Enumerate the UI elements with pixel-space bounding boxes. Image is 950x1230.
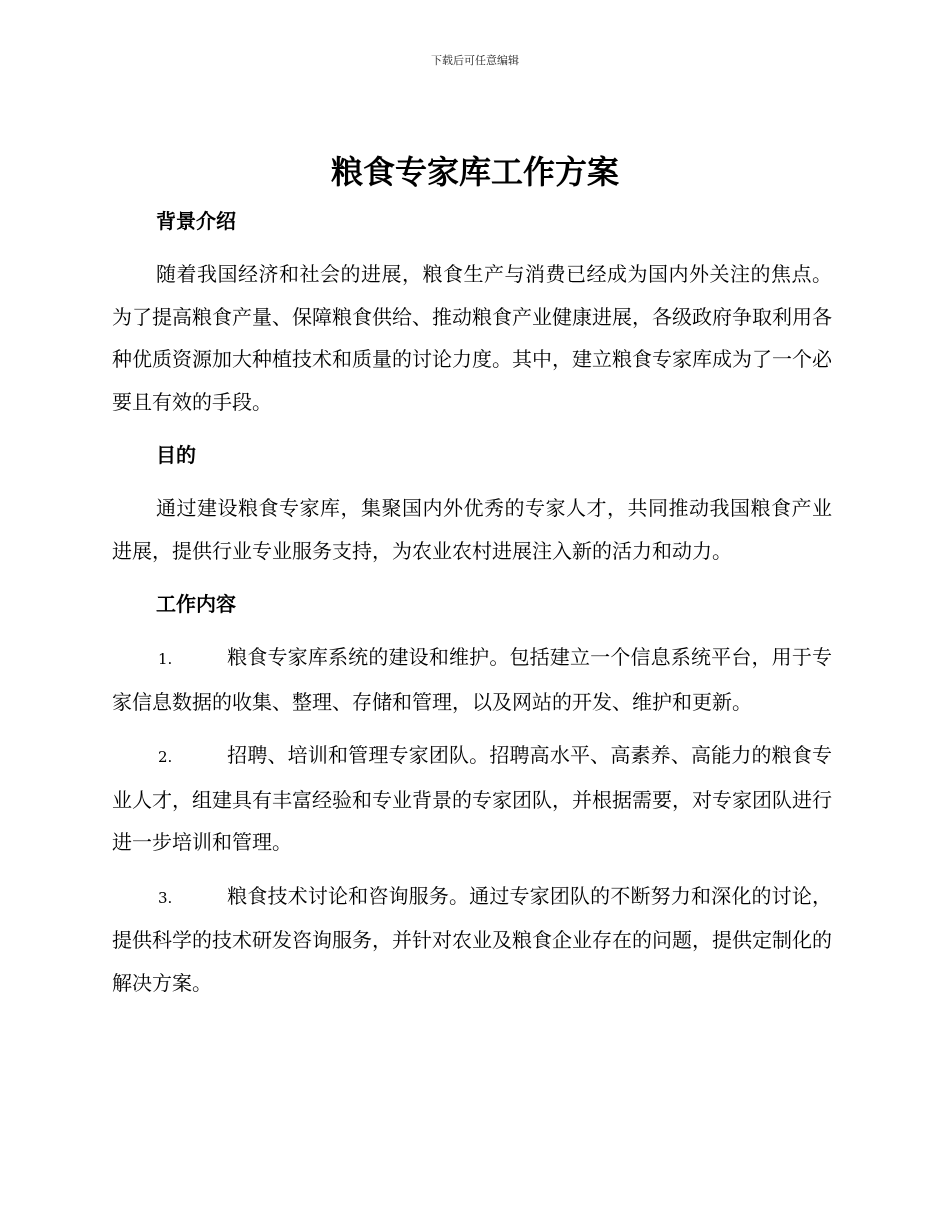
list-item [112,875,832,1005]
list-item [112,734,832,864]
list-item-text: 粮食专家库系统的建设和维护。包括建立一个信息系统平台，用于专家信息数据的收集、整理、存储和管理，以及网站的开发、维护和更新。 [112,645,832,714]
list-item-number: 1. [158,650,173,668]
list-item [112,636,832,723]
section-heading-purpose: 目的 [156,443,196,467]
background-paragraph: 随着我国经济和社会的进展，粮食生产与消费已经成为国内外关注的焦点。为了提高粮食产量、保障粮食供给、推动粮食产业健康进展，各级政府争取利用各种优质资源加大种植技术和质量的讨论力度。其中，建立粮食专家库成为了一个必要且有效的手段。 [112,262,832,414]
list-item-number: 2. [158,748,173,766]
purpose-paragraph: 通过建设粮食专家库，集聚国内外优秀的专家人才，共同推动我国粮食产业进展，提供行业专业服务支持，为农业农村进展注入新的活力和动力。 [112,496,832,563]
section-heading-work: 工作内容 [156,592,236,616]
section-heading-background: 背景介绍 [156,209,236,233]
document-body [112,200,832,1004]
list-item-text: 招聘、培训和管理专家团队。招聘高水平、高素养、高能力的粮食专业人才，组建具有丰富经验和专业背景的专家团队，并根据需要，对专家团队进行进一步培训和管理。 [112,743,832,854]
header-note: 下载后可任意编辑 [431,54,519,67]
list-item-number: 3. [158,888,173,907]
list-item-text: 粮食技术讨论和咨询服务。通过专家团队的不断努力和深化的讨论，提供科学的技术研发咨询服务，并针对农业及粮食企业存在的问题，提供定制化的解决方案。 [112,883,832,995]
document-title: 粮食专家库工作方案 [330,153,619,191]
